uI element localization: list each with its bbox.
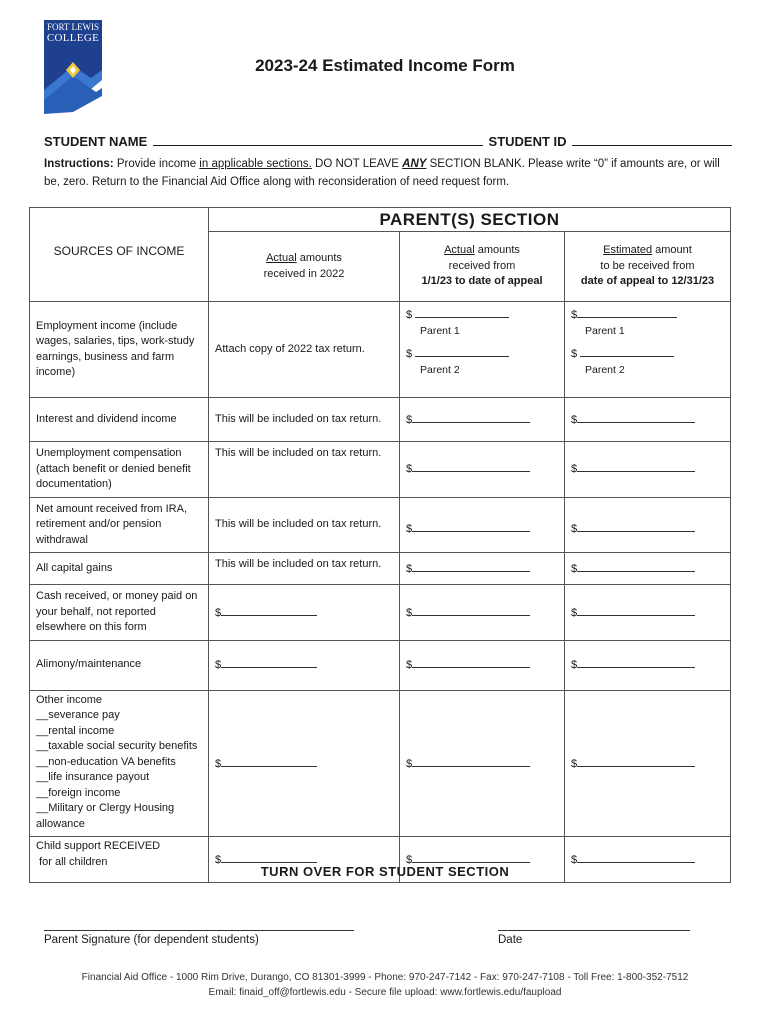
amount-field[interactable] xyxy=(577,604,695,616)
other-income-list xyxy=(36,708,202,832)
instructions-any: ANY xyxy=(402,158,427,170)
table-row: Other income __severance pay __rental income __taxable social security benefits __non-education VA benefits __life insurance payout __foreign income __Military or Clergy Housing allowance $ $ $ xyxy=(30,690,731,837)
row-label-capital: All capital gains xyxy=(30,553,209,585)
parent-signature-field[interactable] xyxy=(44,930,354,931)
tax-note: This will be included on tax return. xyxy=(209,497,400,553)
tax-note: This will be included on tax return. xyxy=(209,553,400,585)
footer xyxy=(0,970,770,1000)
amount-field[interactable] xyxy=(412,604,530,616)
table-row: Cash received, or money paid on your behalf, not reported elsewhere on this form $ $ $ xyxy=(30,585,731,641)
list-item: __severance pay xyxy=(36,709,120,721)
row-label-child-support: Child support RECEIVED for all children xyxy=(30,837,209,883)
row-label-interest: Interest and dividend income xyxy=(30,398,209,442)
amount-field[interactable] xyxy=(221,851,317,863)
instructions-label: Instructions: xyxy=(44,158,114,170)
footer-email: Email: finaid_off@fortlewis.edu - Secure file upload: www.fortlewis.edu/faupload xyxy=(208,987,562,998)
amount-field[interactable] xyxy=(577,851,695,863)
tax-note: This will be included on tax return. xyxy=(209,442,400,498)
table-row: Alimony/maintenance $ $ $ xyxy=(30,640,731,690)
row-label-employment: Employment income (include wages, salaries, tips, work-study earnings, business and farm income) xyxy=(30,302,209,398)
student-name-field[interactable] xyxy=(153,133,483,146)
parent-signature-label: Parent Signature (for dependent students) xyxy=(44,934,259,946)
sources-header: SOURCES OF INCOME xyxy=(30,208,209,302)
student-id-field[interactable] xyxy=(572,133,732,146)
row-label-ira: Net amount received from IRA, retirement and/or pension withdrawal xyxy=(30,497,209,553)
list-item: __taxable social security benefits xyxy=(36,740,198,752)
amount-field[interactable] xyxy=(577,560,695,572)
instructions-text: Provide income xyxy=(113,158,200,170)
attach-note: Attach copy of 2022 tax return. xyxy=(209,302,400,398)
form-title: 2023-24 Estimated Income Form xyxy=(255,56,515,75)
instructions xyxy=(44,155,734,191)
employment-actual-cell: $ Parent 1 $ Parent 2 xyxy=(400,302,565,398)
amount-field[interactable] xyxy=(412,560,530,572)
student-name-label: STUDENT NAME xyxy=(44,134,148,149)
list-item: __Military or Clergy Housing allowance xyxy=(36,802,175,830)
date-label: Date xyxy=(498,934,523,946)
row-label-cash: Cash received, or money paid on your behalf, not reported elsewhere on this form xyxy=(30,585,209,641)
row-label-alimony: Alimony/maintenance xyxy=(30,640,209,690)
list-item: __life insurance payout xyxy=(36,771,150,783)
amount-field[interactable] xyxy=(577,656,695,668)
amount-field[interactable] xyxy=(221,604,317,616)
col-estimated: Estimated amount to be received from date of appeal to 12/31/23 xyxy=(565,232,731,302)
logo-line2: COLLEGE xyxy=(46,32,100,44)
amount-field[interactable] xyxy=(221,656,317,668)
parent2-label: Parent 2 xyxy=(585,363,625,376)
student-info-line xyxy=(44,133,732,149)
instructions-underlined: in applicable sections. xyxy=(199,158,312,170)
row-label-other: Other income __severance pay __rental income __taxable social security benefits __non-education VA benefits __life insurance payout __foreign income __Military or Clergy Housing allowance xyxy=(30,690,209,837)
employment-estimated-cell: $ Parent 1 $ Parent 2 xyxy=(565,302,731,398)
amount-field[interactable] xyxy=(412,460,530,472)
col-actual-2023: Actual amounts received from 1/1/23 to date of appeal xyxy=(400,232,565,302)
amount-field[interactable] xyxy=(577,306,677,318)
amount-field[interactable] xyxy=(412,411,530,423)
amount-field[interactable] xyxy=(415,306,509,318)
parent2-label: Parent 2 xyxy=(420,363,460,376)
amount-field[interactable] xyxy=(580,345,674,357)
instructions-text: DO NOT LEAVE xyxy=(311,158,403,170)
list-item: __foreign income xyxy=(36,786,121,799)
parent1-label: Parent 1 xyxy=(585,324,625,337)
row-label-unemployment: Unemployment compensation (attach benefit or denied benefit documentation) xyxy=(30,442,209,498)
logo-line1: FORT LEWIS xyxy=(46,22,100,32)
amount-field[interactable] xyxy=(412,755,530,767)
col-actual-2022: Actual amounts received in 2022 xyxy=(209,232,400,302)
amount-field[interactable] xyxy=(412,520,530,532)
tax-note: This will be included on tax return. xyxy=(209,398,400,442)
amount-field[interactable] xyxy=(415,345,509,357)
footer-contact: Financial Aid Office - 1000 Rim Drive, Durango, CO 81301-3999 - Phone: 970-247-7142 - Fax: 970-247-7108 - Toll Free: 1-800-352-7512 xyxy=(81,972,689,983)
section-title: PARENT(S) SECTION xyxy=(209,208,731,232)
amount-field[interactable] xyxy=(412,851,530,863)
parent-income-table xyxy=(29,207,731,883)
amount-field[interactable] xyxy=(577,520,695,532)
table-row: Unemployment compensation (attach benefit or denied benefit documentation) This will be included on tax return. $ $ xyxy=(30,442,731,498)
parent1-label: Parent 1 xyxy=(420,324,460,337)
amount-field[interactable] xyxy=(577,460,695,472)
table-row: Net amount received from IRA, retirement and/or pension withdrawal This will be included on tax return. $ $ xyxy=(30,497,731,553)
table-row: Child support RECEIVED for all children $ $ $ xyxy=(30,837,731,883)
amount-field[interactable] xyxy=(221,755,317,767)
amount-field[interactable] xyxy=(577,755,695,767)
table-row: All capital gains This will be included on tax return. $ $ xyxy=(30,553,731,585)
list-item: __non-education VA benefits xyxy=(36,755,176,768)
turnover-note: TURN OVER FOR STUDENT SECTION xyxy=(260,864,510,879)
instructions-text: SECTION BLANK. Please write “0” if amounts are, or will be, zero. Return to the Financial Aid Office along with reconsideration of need request form. xyxy=(44,158,720,188)
amount-field[interactable] xyxy=(412,656,530,668)
amount-field[interactable] xyxy=(577,411,695,423)
list-item: __rental income xyxy=(36,724,115,737)
student-id-label: STUDENT ID xyxy=(488,134,567,149)
table-row: Interest and dividend income This will be included on tax return. $ $ xyxy=(30,398,731,442)
table-row xyxy=(30,302,731,398)
date-field[interactable] xyxy=(498,930,690,931)
